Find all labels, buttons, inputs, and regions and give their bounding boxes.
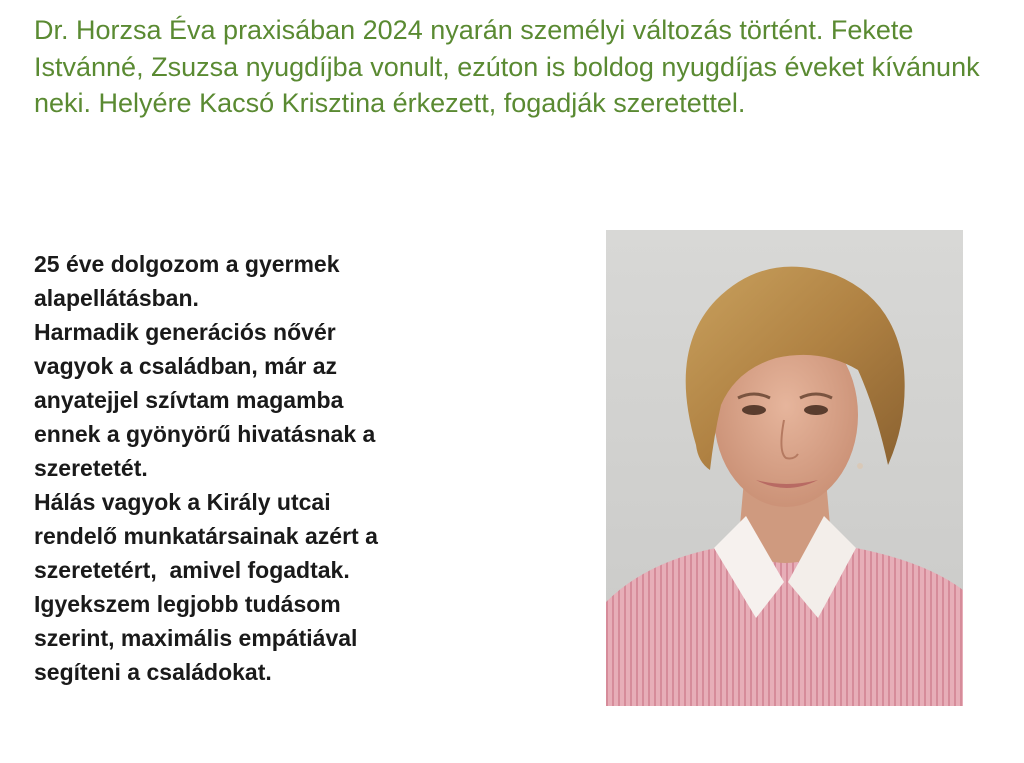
bio-line: Harmadik generációs nővér (34, 319, 336, 345)
bio-line: rendelő munkatársainak azért a (34, 523, 378, 549)
bio-line: szeretetért, amivel fogadtak. (34, 557, 350, 583)
bio-line: szeretetét. (34, 455, 148, 481)
bio-line: szerint, maximális empátiával (34, 625, 358, 651)
portrait-photo (606, 230, 963, 706)
bio-line: Hálás vagyok a Király utcai (34, 489, 331, 515)
bio-line: Igyekszem legjobb tudásom (34, 591, 341, 617)
bio-line: ennek a gyönyörű hivatásnak a (34, 421, 376, 447)
bio-text (34, 247, 494, 689)
bio-line: segíteni a családokat. (34, 659, 272, 685)
bio-line: alapellátásban. (34, 285, 199, 311)
bio-line: 25 éve dolgozom a gyermek (34, 251, 340, 277)
intro-paragraph: Dr. Horzsa Éva praxisában 2024 nyarán személyi változás történt. Fekete Istvánné, Zsuzsa nyugdíjba vonult, ezúton is boldog nyugdíjas éveket kívánunk neki. Helyére Kacsó Krisztina érkezett, fogadják szeretettel. (34, 15, 980, 118)
bio-line: vagyok a családban, már az (34, 353, 337, 379)
bio-line: anyatejjel szívtam magamba (34, 387, 344, 413)
